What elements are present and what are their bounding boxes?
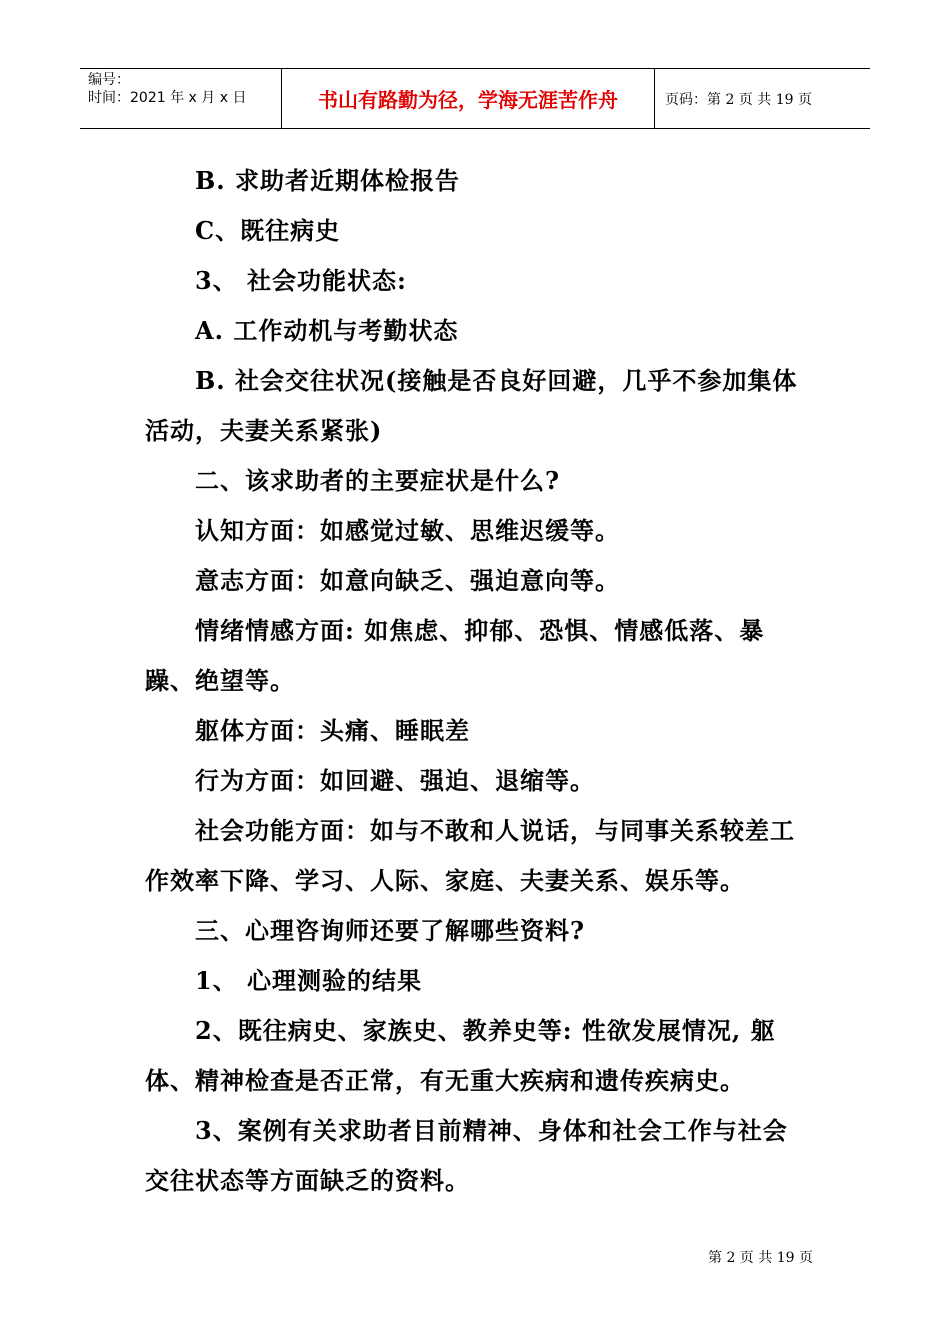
paragraph: 意志方面：如意向缺乏、强迫意向等。: [195, 566, 620, 595]
header-motto: 书山有路勤为径，学海无涯苦作舟: [282, 69, 655, 128]
paragraph: 3、案例有关求助者目前精神、身体和社会工作与社会交往状态等方面缺乏的资料。: [145, 1116, 788, 1195]
section-heading: 二、该求助者的主要症状是什么?: [195, 466, 561, 495]
paragraph: 2、既往病史、家族史、教养史等: 性欲发展情况, 躯体、精神检查是否正常，有无重大疾病和遗传疾病史。: [145, 1016, 776, 1095]
page-footer: 第 2 页 共 19 页: [708, 1250, 813, 1266]
paragraph: B. 社会交往状况(接触是否良好回避，几乎不参加集体活动，夫妻关系紧张): [145, 366, 798, 445]
paragraph: 躯体方面：头痛、睡眠差: [195, 716, 470, 745]
paragraph: B. 求助者近期体检报告: [195, 166, 460, 195]
paragraph: 3、 社会功能状态:: [195, 266, 407, 295]
header-page-label: 页码：第 2 页 共 19 页: [665, 91, 812, 108]
document-number-label: 编号：: [88, 72, 130, 88]
paragraph: 情绪情感方面: 如焦虑、抑郁、恐惧、情感低落、暴躁、绝望等。: [145, 616, 765, 695]
document-time-label: 时间：2021 年 x 月 x 日: [88, 90, 247, 106]
paragraph: A. 工作动机与考勤状态: [195, 316, 459, 345]
paragraph: C、既往病史: [195, 216, 341, 245]
paragraph: 行为方面：如回避、强迫、退缩等。: [195, 766, 595, 795]
document-body: [145, 156, 810, 1206]
header-meta: [80, 69, 282, 128]
paragraph: 认知方面：如感觉过敏、思维迟缓等。: [195, 516, 620, 545]
paragraph: 社会功能方面：如与不敢和人说话，与同事关系较差工作效率下降、学习、人际、家庭、夫妻关系、娱乐等。: [145, 816, 795, 895]
paragraph: 1、 心理测验的结果: [195, 966, 423, 995]
section-heading: 三、心理咨询师还要了解哪些资料?: [195, 916, 586, 945]
page-header: [80, 68, 870, 129]
